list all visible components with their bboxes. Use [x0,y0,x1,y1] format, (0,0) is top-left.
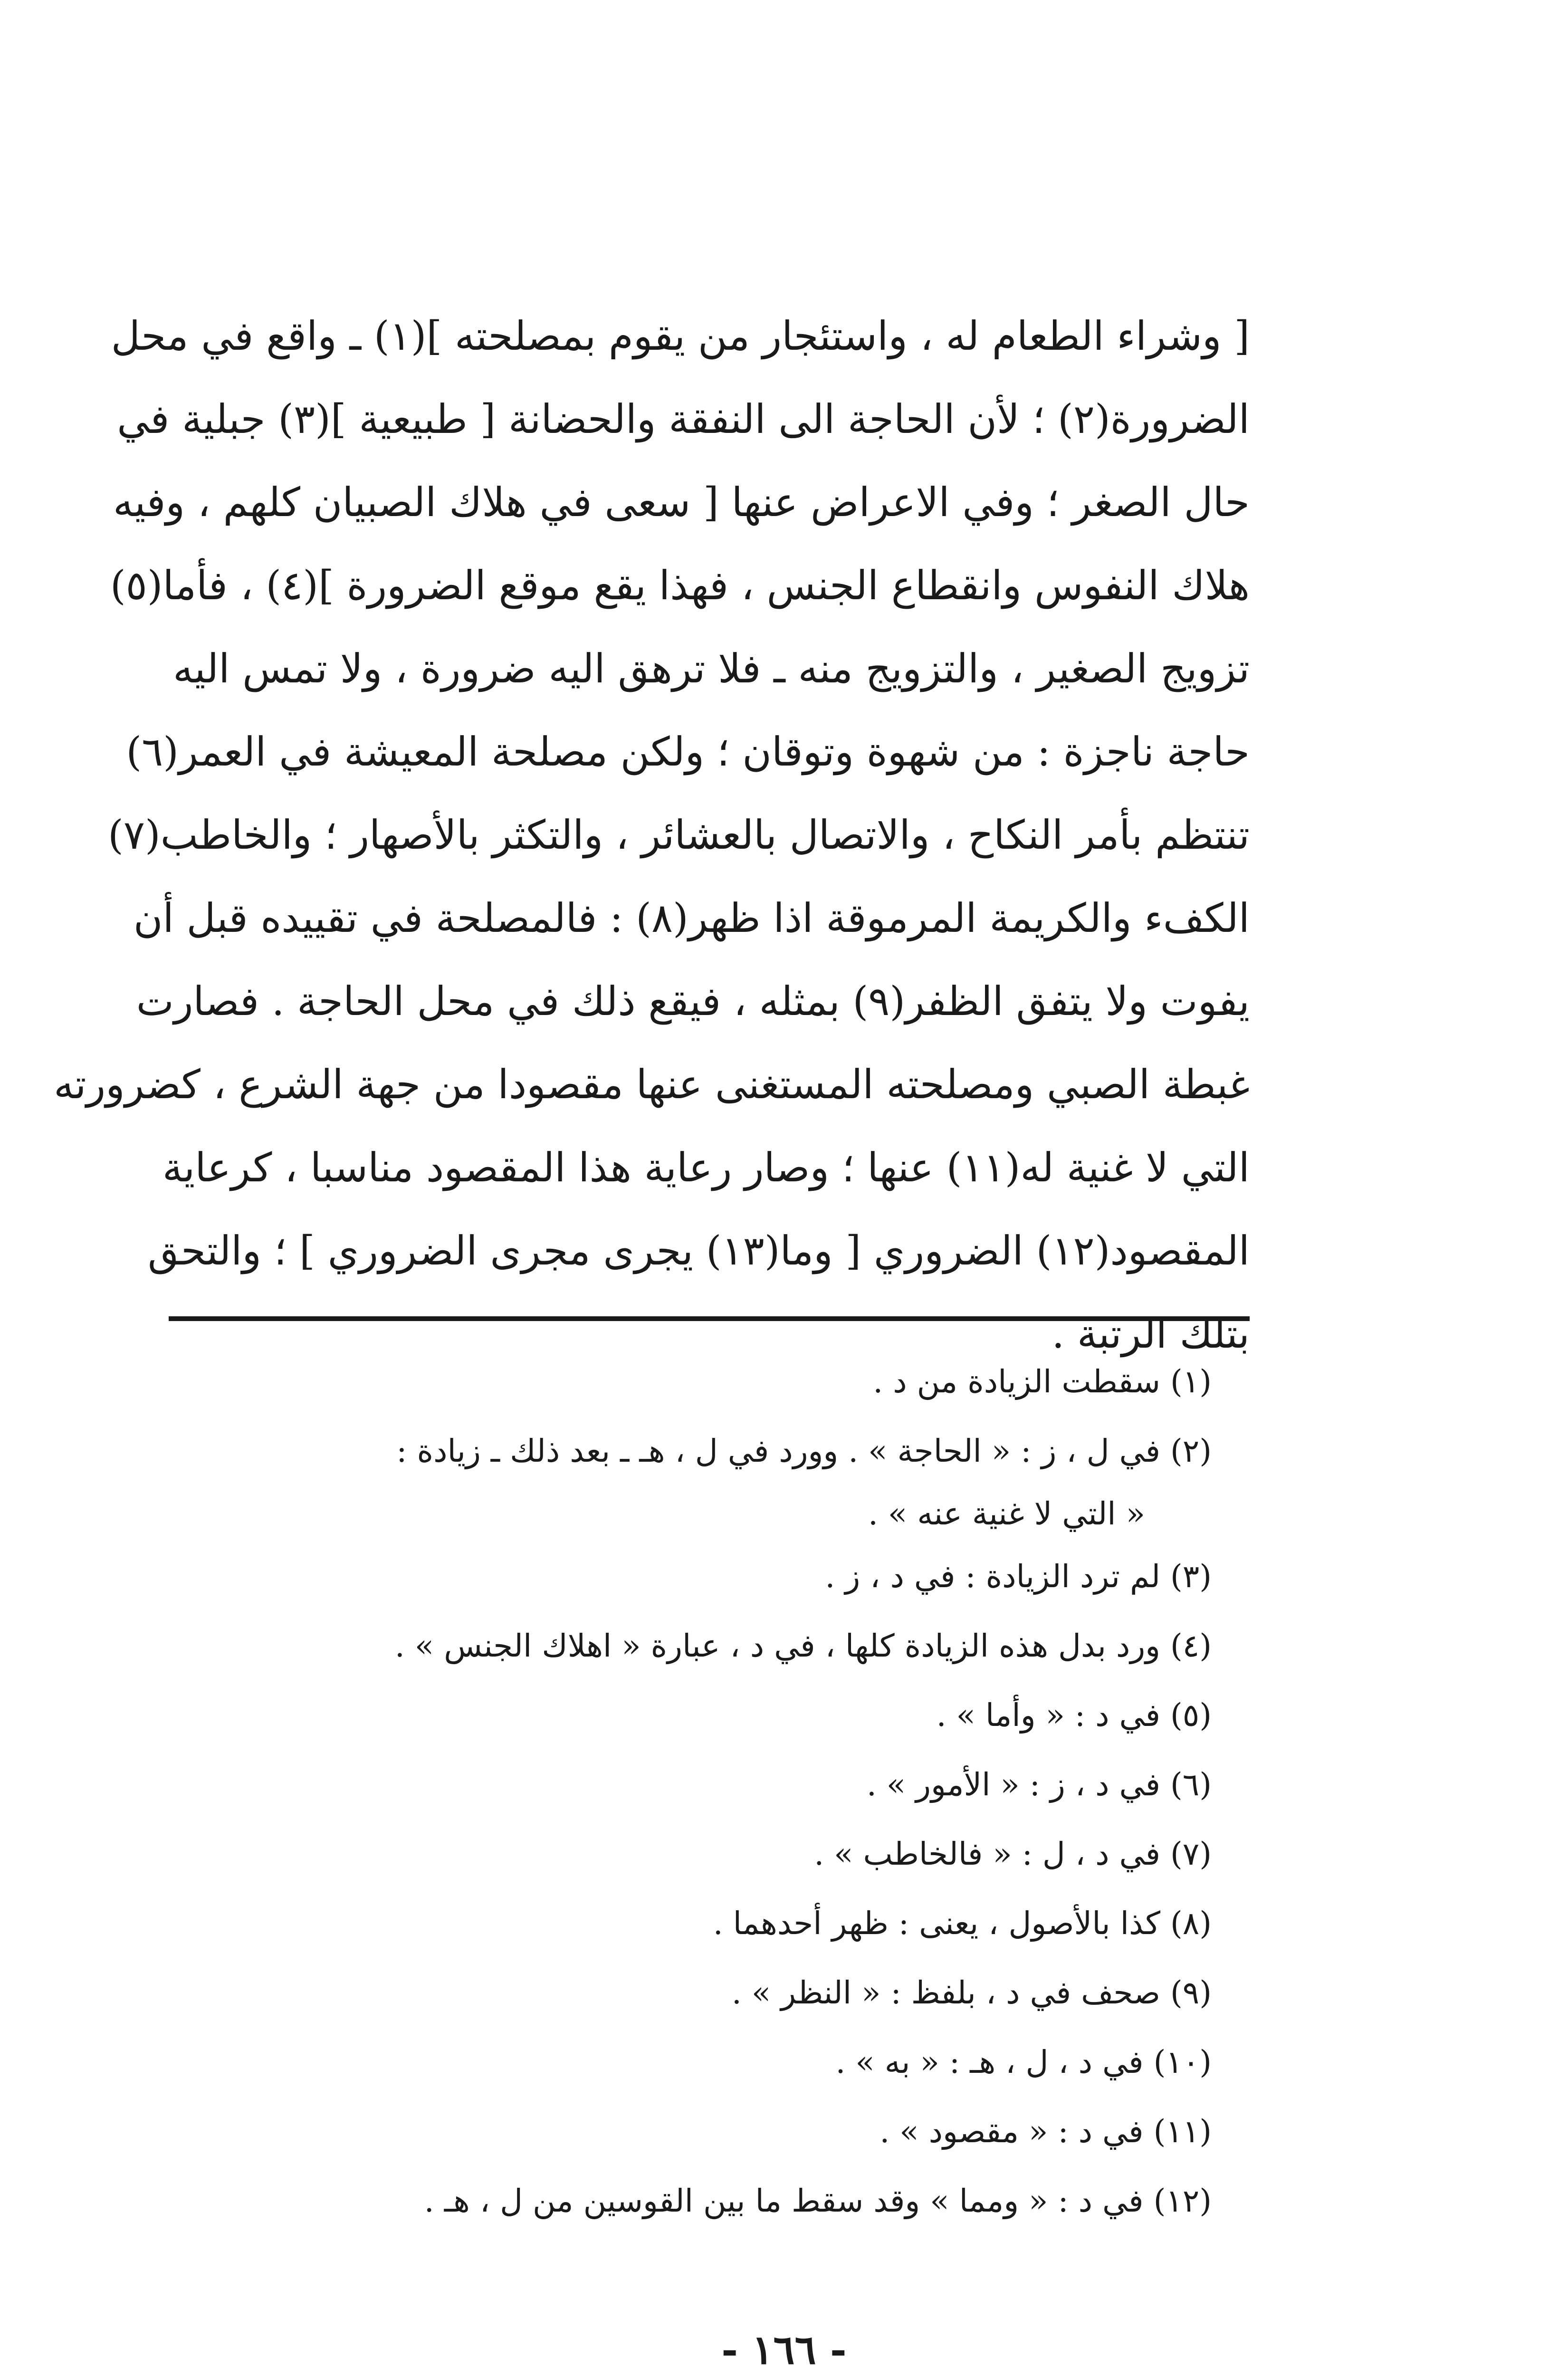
text-line: حاجة ناجزة : من شهوة وتوقان ؛ ولكن مصلحة المعيشة في العمر(٦) [126,728,1250,775]
footnote-1: (١) سقطت الزيادة من د . [873,1363,1212,1400]
footnote-4: (٤) ورد بدل هذه الزيادة كلها ، في د ، عبارة « اهلاك الجنس » . [394,1628,1212,1664]
footnote-9: (٩) صحف في د ، بلفظ : « النظر » . [731,1974,1212,2011]
text-line: التي لا غنية له(١١) عنها ؛ وصار رعاية هذا المقصود مناسبا ، كرعاية [162,1144,1250,1191]
text-line: بتلك الرتبة . [1052,1311,1250,1357]
text-line: المقصود(١٢) الضروري [ وما(١٣) يجرى مجرى الضروري ] ؛ والتحق [147,1227,1250,1274]
footnote-2-continuation: « التي لا غنية عنه » . [868,1495,1145,1532]
text-line: الكفء والكريمة المرموقة اذا ظهر(٨) : فالمصلحة في تقييده قبل أن [133,895,1250,941]
footnote-3: (٣) لم ترد الزيادة : في د ، ز . [825,1558,1212,1595]
footnote-11: (١١) في د : « مقصود » . [880,2113,1212,2150]
text-line: يفوت ولا يتفق الظفر(٩) بمثله ، فيقع ذلك في محل الحاجة . فصارت [136,978,1250,1025]
text-line: غبطة الصبي ومصلحته المستغنى عنها مقصودا من جهة الشرع ، كضرورته [54,1061,1250,1108]
footnote-8: (٨) كذا بالأصول ، يعنى : ظهر أحدهما . [713,1905,1212,1942]
footnote-2: (٢) في ل ، ز : « الحاجة » . وورد في ل ، هـ ـ بعد ذلك ـ زيادة : [396,1433,1212,1469]
text-line: تنتظم بأمر النكاح ، والاتصال بالعشائر ، والتكثر بالأصهار ؛ والخاطب(٧) [108,812,1250,858]
footnote-divider [169,1316,1250,1321]
page-number: - ١٦٦ - [721,2326,847,2373]
footnote-12: (١٢) في د : « ومما » وقد سقط ما بين القوسين من ل ، هـ . [424,2183,1212,2219]
footnotes-section [166,1347,1250,2236]
main-text [54,295,1250,1376]
text-line: هلاك النفوس وانقطاع الجنس ، فهذا يقع موقع الضرورة ](٤) ، فأما(٥) [110,562,1250,609]
footnote-6: (٦) في د ، ز : « الأمور » . [866,1766,1212,1803]
text-line: تزويج الصغير ، والتزويج منه ـ فلا ترهق اليه ضرورة ، ولا تمس اليه [173,645,1250,692]
footnote-10: (١٠) في د ، ل ، هـ : « به » . [835,2044,1212,2080]
footnote-5: (٥) في د : « وأما » . [936,1697,1212,1734]
text-line: [ وشراء الطعام له ، واستئجار من يقوم بمصلحته ](١) ـ واقع في محل [111,313,1250,359]
text-line: حال الصغر ؛ وفي الاعراض عنها [ سعى في هلاك الصبيان كلهم ، وفيه [113,479,1250,526]
text-line: الضرورة(٢) ؛ لأن الحاجة الى النفقة والحضانة [ طبيعية ](٣) جبلية في [117,396,1250,442]
footnote-7: (٧) في د ، ل : « فالخاطب » . [814,1836,1212,1872]
